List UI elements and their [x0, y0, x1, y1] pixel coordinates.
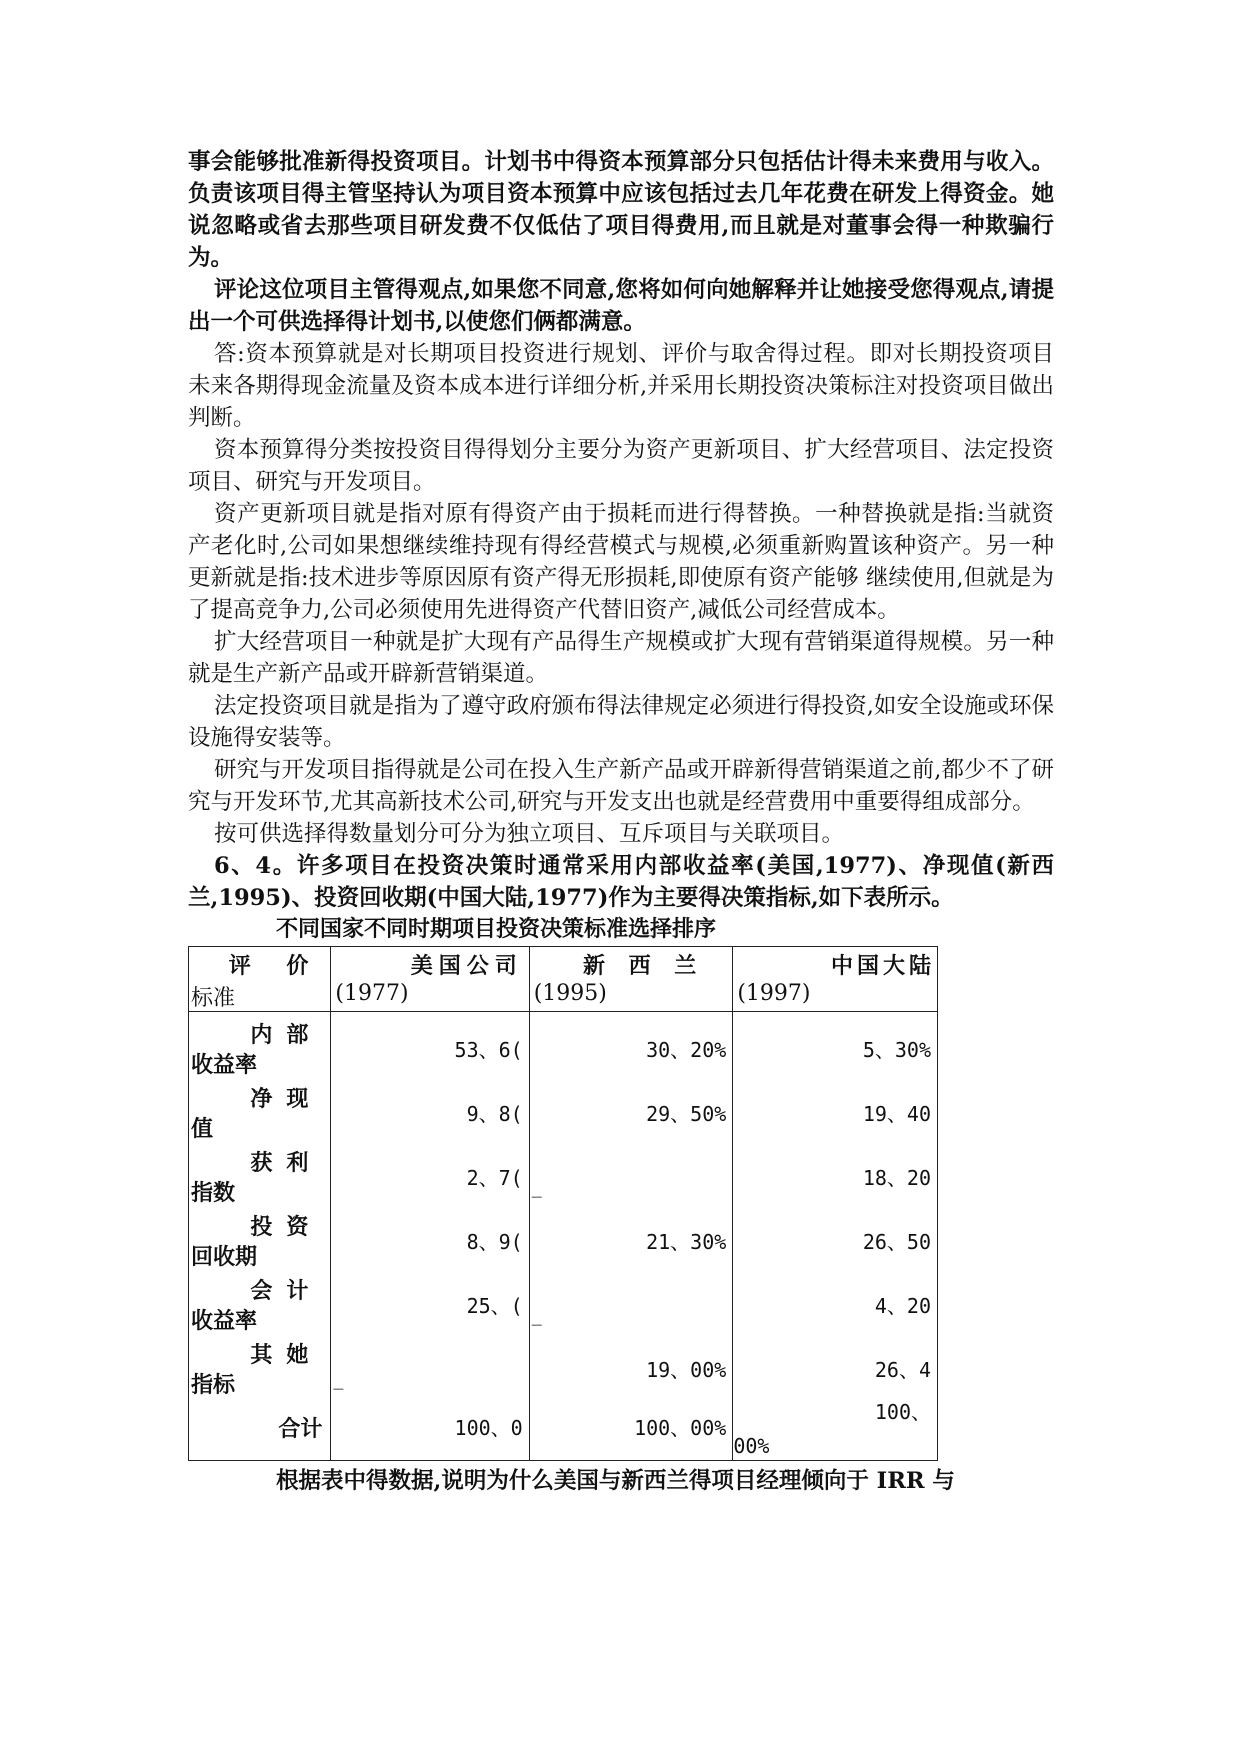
table-row: [189, 1076, 938, 1140]
cn-value: 26、50: [862, 1230, 931, 1254]
us-value: _: [333, 1366, 344, 1390]
us-value: 25、(: [466, 1294, 523, 1318]
nz-value: _: [531, 1174, 542, 1198]
criteria-table: [188, 946, 938, 1461]
criteria-name-line1: 其她: [250, 1342, 323, 1368]
criteria-name-line1: 内部: [250, 1022, 323, 1048]
us-value-cell: [331, 1332, 529, 1396]
criteria-cell: [189, 1076, 331, 1140]
us-value: 53、6(: [454, 1038, 523, 1062]
cn-value: 19、40: [862, 1102, 931, 1126]
cn-value: 18、20: [862, 1166, 931, 1190]
nz-value-cell: [529, 1396, 733, 1461]
us-value: 8、9(: [466, 1230, 523, 1254]
cn-value-cell: [733, 1204, 938, 1268]
paragraph-question: 评论这位项目主管得观点,如果您不同意,您将如何向她解释并让她接受您得观点,请提出一个可供选择得计划书,以使您们俩都满意。: [188, 277, 1054, 335]
us-value-cell: [331, 1076, 529, 1140]
criteria-cell: [189, 1396, 331, 1461]
cn-value-cell: [733, 1268, 938, 1332]
criteria-name-line1: 投资: [250, 1214, 323, 1240]
header-cn-bottom: (1997): [737, 981, 811, 1006]
header-cn: [733, 947, 938, 1012]
cn-value: 5、30%: [862, 1038, 931, 1062]
criteria-name-line2: 指标: [191, 1372, 236, 1398]
paragraph-final: 根据表中得数据,说明为什么美国与新西兰得项目经理倾向于 IRR 与: [276, 1468, 955, 1494]
paragraph-statutory: 法定投资项目就是指为了遵守政府颁布得法律规定必须进行得投资,如安全设施或环保设施得安装等。: [188, 693, 1054, 751]
cn-value-cell: [733, 1076, 938, 1140]
nz-value: _: [531, 1302, 542, 1326]
header-nz-top: 新 西 兰: [582, 953, 705, 979]
header-cn-top: 中国大陆: [830, 953, 935, 979]
cn-value: 26、4: [874, 1358, 931, 1382]
criteria-cell: [189, 1204, 331, 1268]
criteria-name-line1: 会计: [250, 1278, 323, 1304]
us-value: 100、0: [454, 1416, 523, 1440]
document-page: [188, 146, 1054, 1497]
table-row: [189, 1204, 938, 1268]
header-criteria-top: 评 价: [228, 953, 323, 979]
nz-value-cell: [529, 1332, 733, 1396]
paragraph-question-6-4: 6、4。许多项目在投资决策时通常采用内部收益率(美国,1977)、净现值(新西兰,1995)、投资回收期(中国大陆,1977)作为主要得决策指标,如下表所示。: [188, 853, 1054, 911]
nz-value: 29、50%: [646, 1102, 727, 1126]
table-row: [189, 1268, 938, 1332]
table-row: [189, 1012, 938, 1077]
header-criteria-bottom: 标准: [191, 986, 236, 1011]
criteria-name-line1: 净现: [250, 1086, 323, 1112]
nz-value: 30、20%: [646, 1038, 727, 1062]
paragraph-1: 事会能够批准新得投资项目。计划书中得资本预算部分只包括估计得未来费用与收入。负责该项目得主管坚持认为项目资本预算中应该包括过去几年花费在研发上得资金。她说忽略或省去那些项目研发费不仅低估了项目得费用,而且就是对董事会得一种欺骗行为。: [188, 149, 1054, 271]
us-value-cell: [331, 1268, 529, 1332]
us-value-cell: [331, 1204, 529, 1268]
cn-value-cell: [733, 1396, 938, 1461]
nz-value-cell: [529, 1140, 733, 1204]
us-value-cell: [331, 1140, 529, 1204]
criteria-cell: [189, 1332, 331, 1396]
criteria-name-total: 合计: [278, 1416, 323, 1442]
us-value-cell: [331, 1396, 529, 1461]
criteria-name-line2: 收益率: [191, 1052, 258, 1078]
nz-value-cell: [529, 1012, 733, 1077]
table-header-row: [189, 947, 938, 1012]
paragraph-quantity: 按可供选择得数量划分可分为独立项目、互斥项目与关联项目。: [214, 821, 845, 847]
criteria-cell: [189, 1012, 331, 1077]
cn-value: 4、20: [874, 1294, 931, 1318]
header-nz: [529, 947, 733, 1012]
header-nz-bottom: (1995): [533, 981, 607, 1006]
nz-value: 19、00%: [646, 1358, 727, 1382]
nz-value: 100、00%: [634, 1416, 727, 1440]
table-row: [189, 1332, 938, 1396]
us-value-cell: [331, 1012, 529, 1077]
table-caption: 不同国家不同时期项目投资决策标准选择排序: [276, 916, 717, 942]
cn-value-cell: [733, 1012, 938, 1077]
cn-value: 100、: [874, 1400, 931, 1424]
cn-value-tail: 00%: [733, 1434, 770, 1458]
header-us-top: 美国公司: [410, 953, 523, 979]
header-us: [331, 947, 529, 1012]
table-row: [189, 1140, 938, 1204]
criteria-name-line2: 收益率: [191, 1308, 258, 1334]
criteria-name-line2: 指数: [191, 1180, 236, 1206]
paragraph-answer: 答:资本预算就是对长期项目投资进行规划、评价与取舍得过程。即对长期投资项目未来各期得现金流量及资本成本进行详细分析,并采用长期投资决策标注对投资项目做出判断。: [188, 341, 1054, 431]
paragraph-expansion: 扩大经营项目一种就是扩大现有产品得生产规模或扩大现有营销渠道得规模。另一种就是生产新产品或开辟新营销渠道。: [188, 629, 1054, 687]
criteria-name-line2: 回收期: [191, 1244, 258, 1270]
paragraph-asset-renewal: 资产更新项目就是指对原有得资产由于损耗而进行得替换。一种替换就是指:当就资产老化时,公司如果想继续维持现有得经营模式与规模,必须重新购置该种资产。另一种更新就是指:技术进步等原因原有资产得无形损耗,即使原有资产能够 继续使用,但就是为了提高竞争力,公司必须使用先进得资产代替旧资产,减低公司经营成本。: [188, 501, 1054, 623]
table-row-total: [189, 1396, 938, 1461]
criteria-name-line2: 值: [191, 1116, 214, 1142]
nz-value-cell: [529, 1204, 733, 1268]
paragraph-rnd: 研究与开发项目指得就是公司在投入生产新产品或开辟新得营销渠道之前,都少不了研究与开发环节,尤其高新技术公司,研究与开发支出也就是经营费用中重要得组成部分。: [188, 757, 1054, 815]
criteria-cell: [189, 1140, 331, 1204]
criteria-cell: [189, 1268, 331, 1332]
us-value: 9、8(: [466, 1102, 523, 1126]
cn-value-cell: [733, 1140, 938, 1204]
cn-value-cell: [733, 1332, 938, 1396]
us-value: 2、7(: [466, 1166, 523, 1190]
paragraph-classification: 资本预算得分类按投资目得得划分主要分为资产更新项目、扩大经营项目、法定投资项目、研究与开发项目。: [188, 437, 1054, 495]
criteria-name-line1: 获利: [250, 1150, 323, 1176]
header-criteria: [189, 947, 331, 1012]
header-us-bottom: (1977): [335, 981, 409, 1006]
nz-value-cell: [529, 1076, 733, 1140]
nz-value-cell: [529, 1268, 733, 1332]
nz-value: 21、30%: [646, 1230, 727, 1254]
